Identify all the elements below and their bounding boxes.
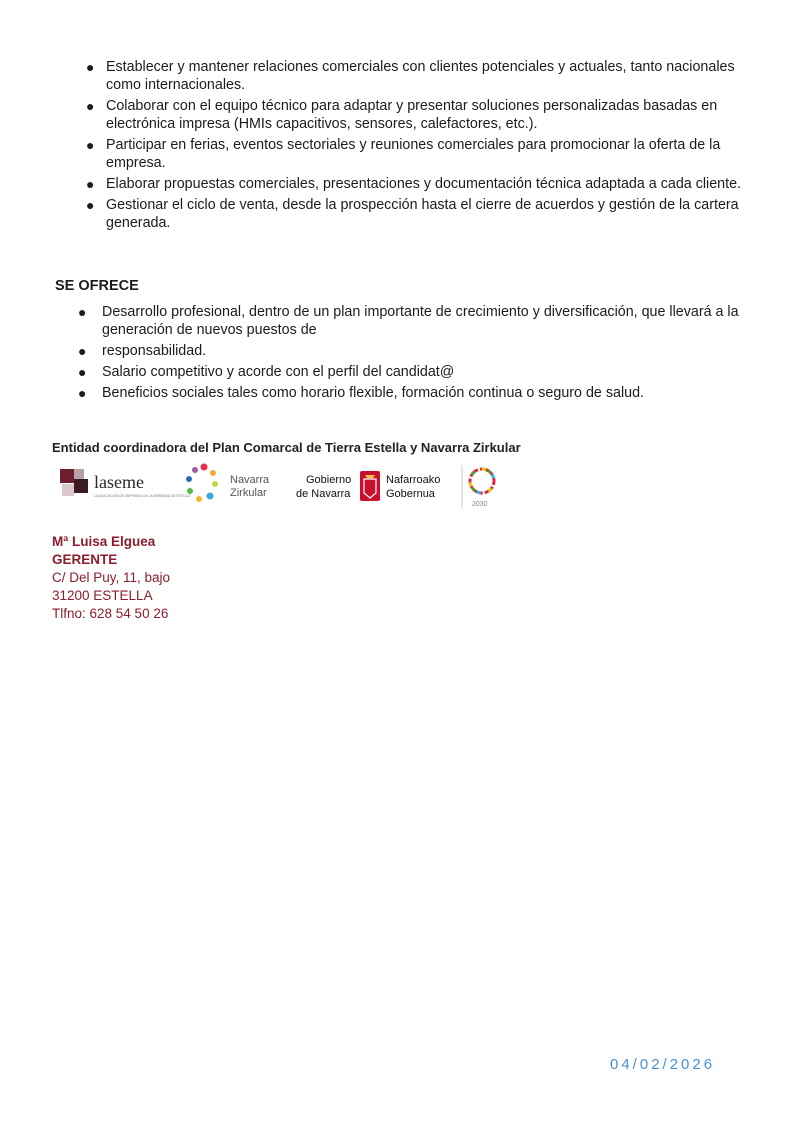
contact-role: GERENTE xyxy=(52,552,118,567)
bullet-icon: ● xyxy=(86,137,95,153)
ods-2030-icon xyxy=(460,465,500,509)
laseme-logo xyxy=(58,466,191,502)
bullet-icon: ● xyxy=(78,304,87,320)
bullet-icon: ● xyxy=(86,176,95,192)
navarra-zirkular-logo xyxy=(182,463,282,507)
list-item: ● Elaborar propuestas comerciales, presentaciones y documentación técnica adaptada a cada cliente. xyxy=(86,176,742,192)
list-item: ● Desarrollo profesional, dentro de un plan importante de crecimiento y diversificación, que llevará a la generación de nuevos puestos de xyxy=(78,304,739,338)
contact-phone: Tlfno: 628 54 50 26 xyxy=(52,606,169,621)
contact-address: C/ Del Puy, 11, bajo xyxy=(52,570,171,585)
contact-name: Mª Luisa Elguea xyxy=(52,534,156,549)
svg-text:Nafarroako: Nafarroako xyxy=(386,474,441,486)
svg-text:laseme: laseme xyxy=(94,472,144,492)
section-heading: SE OFRECE xyxy=(55,278,139,294)
svg-text:Navarra: Navarra xyxy=(230,474,270,486)
coordinating-entity-text: Entidad coordinadora del Plan Comarcal de Tierra Estella y Navarra Zirkular xyxy=(52,440,521,455)
logos-row xyxy=(58,463,508,508)
document-date: 04/02/2026 xyxy=(610,1056,716,1073)
list-item: ● Salario competitivo y acorde con el perfil del candidat@ xyxy=(78,364,455,380)
svg-text:Gobernua: Gobernua xyxy=(386,488,435,500)
svg-text:de Navarra: de Navarra xyxy=(296,488,351,500)
svg-text:LA ASOCIACIÓN DE EMPRESAS DE L: LA ASOCIACIÓN DE EMPRESAS DE LA MERINDAD DE ESTELLA xyxy=(94,494,191,498)
list-item: ● Colaborar con el equipo técnico para adaptar y presentar soluciones personalizadas basadas en electrónica impresa (HMIs capacitivos, sensores, calefactores, etc.). xyxy=(86,98,718,132)
bullet-icon: ● xyxy=(86,98,95,114)
bullet-icon: ● xyxy=(78,364,87,380)
gobierno-navarra-logo xyxy=(294,467,454,505)
list-item: ● Establecer y mantener relaciones comerciales con clientes potenciales y actuales, tanto nacionales como internacionales. xyxy=(86,59,735,93)
bullet-icon: ● xyxy=(78,385,87,401)
list-item: ● Participar en ferias, eventos sectoriales y reuniones comerciales para promocionar la oferta de la empresa. xyxy=(86,137,721,171)
svg-text:2030: 2030 xyxy=(472,501,488,508)
svg-text:Zirkular: Zirkular xyxy=(230,487,267,499)
bullet-icon: ● xyxy=(86,59,95,75)
bullet-icon: ● xyxy=(86,197,95,213)
list-item: ● responsabilidad. xyxy=(78,343,207,359)
svg-text:Gobierno: Gobierno xyxy=(306,474,352,486)
bullet-icon: ● xyxy=(78,343,87,359)
responsibilities-list xyxy=(86,58,766,235)
list-item: ● Beneficios sociales tales como horario flexible, formación continua o seguro de salud. xyxy=(78,385,644,401)
list-item: ● Gestionar el ciclo de venta, desde la prospección hasta el cierre de acuerdos y gestión de la cartera generada. xyxy=(86,197,739,231)
offer-list xyxy=(78,303,762,405)
contact-city: 31200 ESTELLA xyxy=(52,588,153,603)
contact-block xyxy=(52,533,170,623)
